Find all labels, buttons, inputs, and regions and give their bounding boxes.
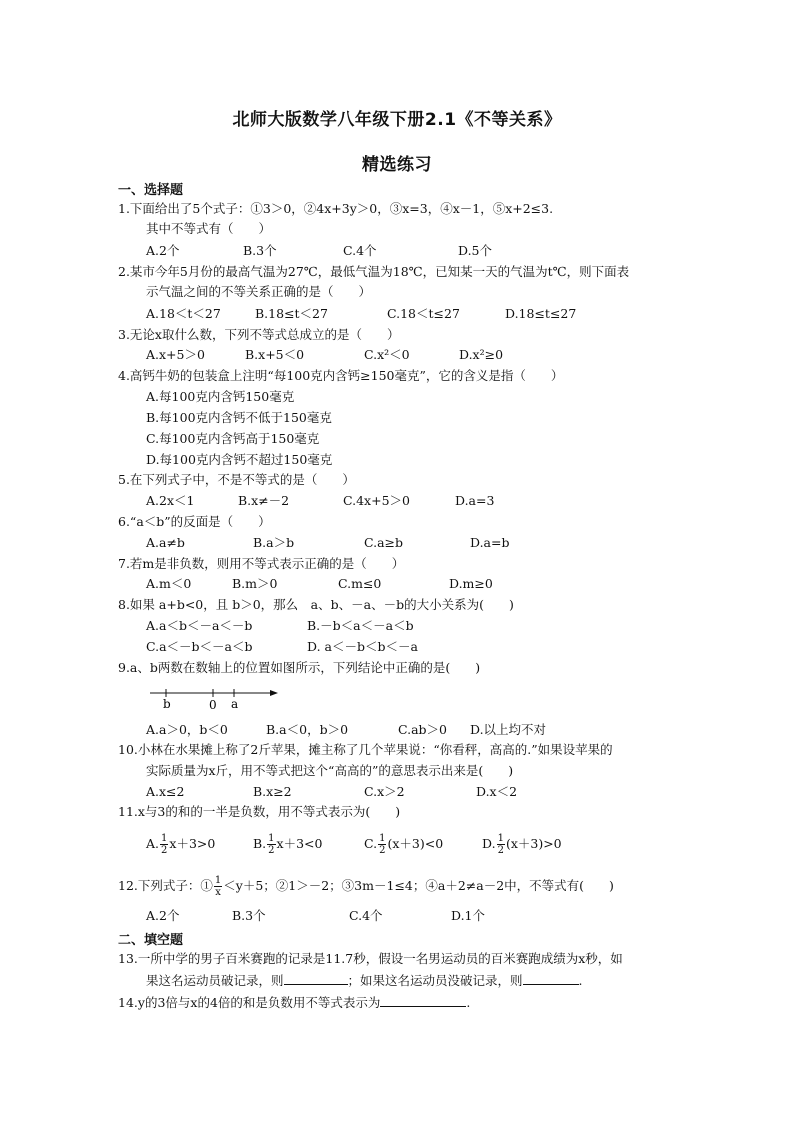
- question-8-option-c: C.a＜－b＜－a＜b: [146, 639, 253, 654]
- question-10-option-b: B.x≥2: [253, 784, 292, 799]
- question-10-stem: 10.小林在水果摊上称了2斤苹果，摊主称了几个苹果说：“你看秤，高高的.”如果设苹果的: [118, 742, 613, 757]
- section-heading-fill: 二、填空题: [118, 933, 184, 948]
- answer-blank-1[interactable]: [284, 972, 348, 985]
- question-13-stem: 13.一所中学的男子百米赛跑的记录是11.7秒，假设一名男运动员的百米赛跑成绩为x秒，如: [118, 951, 623, 966]
- question-1-option-b: B.3个: [243, 243, 277, 258]
- question-9-stem: 9.a、b两数在数轴上的位置如图所示，下列结论中正确的是( ): [118, 660, 481, 675]
- question-9-option-d: D.以上均不对: [470, 722, 547, 737]
- question-6-option-b: B.a＞b: [253, 535, 295, 550]
- question-4-option-b: B.每100克内含钙不低于150毫克: [146, 410, 332, 425]
- question-13-text-a: 果这名运动员破记录，则: [146, 973, 284, 988]
- question-7-stem: 7.若m是非负数，则用不等式表示正确的是（ ）: [118, 556, 405, 571]
- number-line-figure: [148, 683, 280, 713]
- answer-blank-2[interactable]: [523, 972, 579, 985]
- question-12-option-d: D.1个: [451, 908, 486, 923]
- question-8-stem: 8.如果 a+b<0，且 b＞0，那么 a、b、－a、－b的大小关系为( ): [118, 597, 514, 612]
- question-13-text-c: .: [578, 973, 583, 988]
- question-10-stem-cont: 实际质量为x斤，用不等式把这个“高高的”的意思表示出来是( ): [146, 763, 514, 778]
- question-7-option-c: C.m≤0: [338, 576, 382, 591]
- question-12-option-c: C.4个: [349, 908, 383, 923]
- question-6-option-a: A.a≠b: [146, 535, 185, 550]
- question-13-stem-cont: [146, 972, 583, 989]
- question-9-option-a: A.a＞0，b＜0: [146, 722, 228, 737]
- question-6-option-d: D.a=b: [470, 535, 510, 550]
- question-7-option-a: A.m＜0: [146, 576, 192, 591]
- question-12-stem: [118, 872, 614, 900]
- question-11-option-a: [146, 830, 215, 858]
- question-12-option-a: A.2个: [146, 908, 180, 923]
- question-8-option-b: B.－b＜a＜－a＜b: [307, 618, 414, 633]
- question-3-option-d: D.x²≥0: [459, 347, 504, 362]
- question-13-text-b: ；如果这名运动员没破记录，则: [347, 973, 523, 988]
- question-14-stem: [118, 994, 470, 1011]
- question-1-option-a: A.2个: [146, 243, 180, 258]
- question-11-option-d: [482, 830, 562, 858]
- option-a-prefix: A.: [146, 836, 160, 851]
- option-d-prefix: D.: [482, 836, 496, 851]
- question-2-stem-cont: 示气温之间的不等关系正确的是（ ）: [146, 284, 372, 299]
- question-4-option-d: D.每100克内含钙不超过150毫克: [146, 452, 333, 467]
- question-4-option-c: C.每100克内含钙高于150毫克: [146, 431, 320, 446]
- question-4-stem: 4.高钙牛奶的包装盒上注明“每100克内含钙≥150毫克”，它的含义是指（ ）: [118, 368, 564, 383]
- question-6-option-c: C.a≥b: [364, 535, 404, 550]
- question-1-option-d: D.5个: [458, 243, 493, 258]
- page-subtitle: 精选练习: [362, 155, 432, 175]
- question-2-option-a: A.18＜t＜27: [146, 306, 221, 321]
- question-10-option-d: D.x＜2: [476, 784, 518, 799]
- question-7-option-d: D.m≥0: [449, 576, 493, 591]
- question-2-option-b: B.18≤t＜27: [255, 306, 328, 321]
- question-3-stem: 3.无论x取什么数，下列不等式总成立的是（ ）: [118, 327, 400, 342]
- question-6-stem: 6.“a＜b”的反面是（ ）: [118, 514, 271, 529]
- one-half-fraction: $\frac{1}{2}$: [379, 833, 386, 856]
- option-d-body: (x＋3)>0: [505, 836, 562, 851]
- number-line-label-a: a: [231, 697, 239, 711]
- question-4-option-a: A.每100克内含钙150毫克: [146, 389, 295, 404]
- one-half-fraction: $\frac{1}{2}$: [161, 833, 168, 856]
- question-1-stem-cont: 其中不等式有（ ）: [146, 221, 272, 236]
- question-14-text-end: .: [466, 995, 471, 1010]
- number-line-label-0: 0: [209, 698, 217, 712]
- option-b-prefix: B.: [253, 836, 267, 851]
- question-9-option-b: B.a＜0，b＞0: [266, 722, 349, 737]
- question-10-option-a: A.x≤2: [146, 784, 185, 799]
- question-5-option-d: D.a=3: [455, 493, 495, 508]
- option-c-body: (x＋3)<0: [387, 836, 444, 851]
- question-11-stem: 11.x与3的和的一半是负数，用不等式表示为( ): [118, 804, 401, 819]
- page-title: 北师大版数学八年级下册2.1《不等关系》: [232, 110, 562, 130]
- question-10-option-c: C.x＞2: [364, 784, 405, 799]
- question-2-stem: 2.某市今年5月份的最高气温为27℃，最低气温为18℃，已知某一天的气温为t℃，则下面表: [118, 264, 630, 279]
- question-8-option-d: D. a＜－b＜b＜－a: [307, 639, 418, 654]
- question-5-stem: 5.在下列式子中，不是不等式的是（ ）: [118, 472, 355, 487]
- number-line-arrow: [270, 690, 278, 696]
- question-9-option-c: C.ab＞0: [398, 722, 447, 737]
- question-11-option-b: [253, 830, 322, 858]
- question-14-text: 14.y的3倍与x的4倍的和是负数用不等式表示为: [118, 995, 381, 1010]
- question-5-option-b: B.x≠－2: [238, 493, 290, 508]
- question-3-option-c: C.x²＜0: [364, 347, 410, 362]
- section-heading-choice: 一、选择题: [118, 183, 184, 198]
- question-3-option-a: A.x+5＞0: [146, 347, 205, 362]
- question-1-option-c: C.4个: [343, 243, 377, 258]
- question-12-stem-body: ＜y＋5；②1＞－2；③3m－1≤4；④a＋2≠a－2中，不等式有( ): [223, 878, 614, 893]
- one-half-fraction: $\frac{1}{2}$: [268, 833, 275, 856]
- question-12-stem-prefix: 12.下列式子：①: [118, 878, 213, 893]
- option-b-body: x＋3<0: [276, 836, 323, 851]
- answer-blank-3[interactable]: [380, 994, 466, 1007]
- question-3-option-b: B.x+5＜0: [245, 347, 305, 362]
- one-over-x-fraction: $\frac{1}{x}$: [214, 875, 222, 898]
- question-1-stem: 1.下面给出了5个式子：①3＞0，②4x+3y＞0，③x=3，④x－1，⑤x+2≤3.: [118, 201, 554, 216]
- question-5-option-c: C.4x+5＞0: [343, 493, 410, 508]
- question-11-option-c: [364, 830, 443, 858]
- option-c-prefix: C.: [364, 836, 378, 851]
- option-a-body: x＋3>0: [169, 836, 216, 851]
- question-8-option-a: A.a＜b＜－a＜－b: [146, 618, 253, 633]
- question-12-option-b: B.3个: [232, 908, 266, 923]
- one-half-fraction: $\frac{1}{2}$: [497, 833, 504, 856]
- question-2-option-c: C.18＜t≤27: [387, 306, 460, 321]
- question-5-option-a: A.2x＜1: [146, 493, 195, 508]
- question-2-option-d: D.18≤t≤27: [505, 306, 577, 321]
- question-7-option-b: B.m＞0: [232, 576, 278, 591]
- number-line-label-b: b: [163, 697, 171, 711]
